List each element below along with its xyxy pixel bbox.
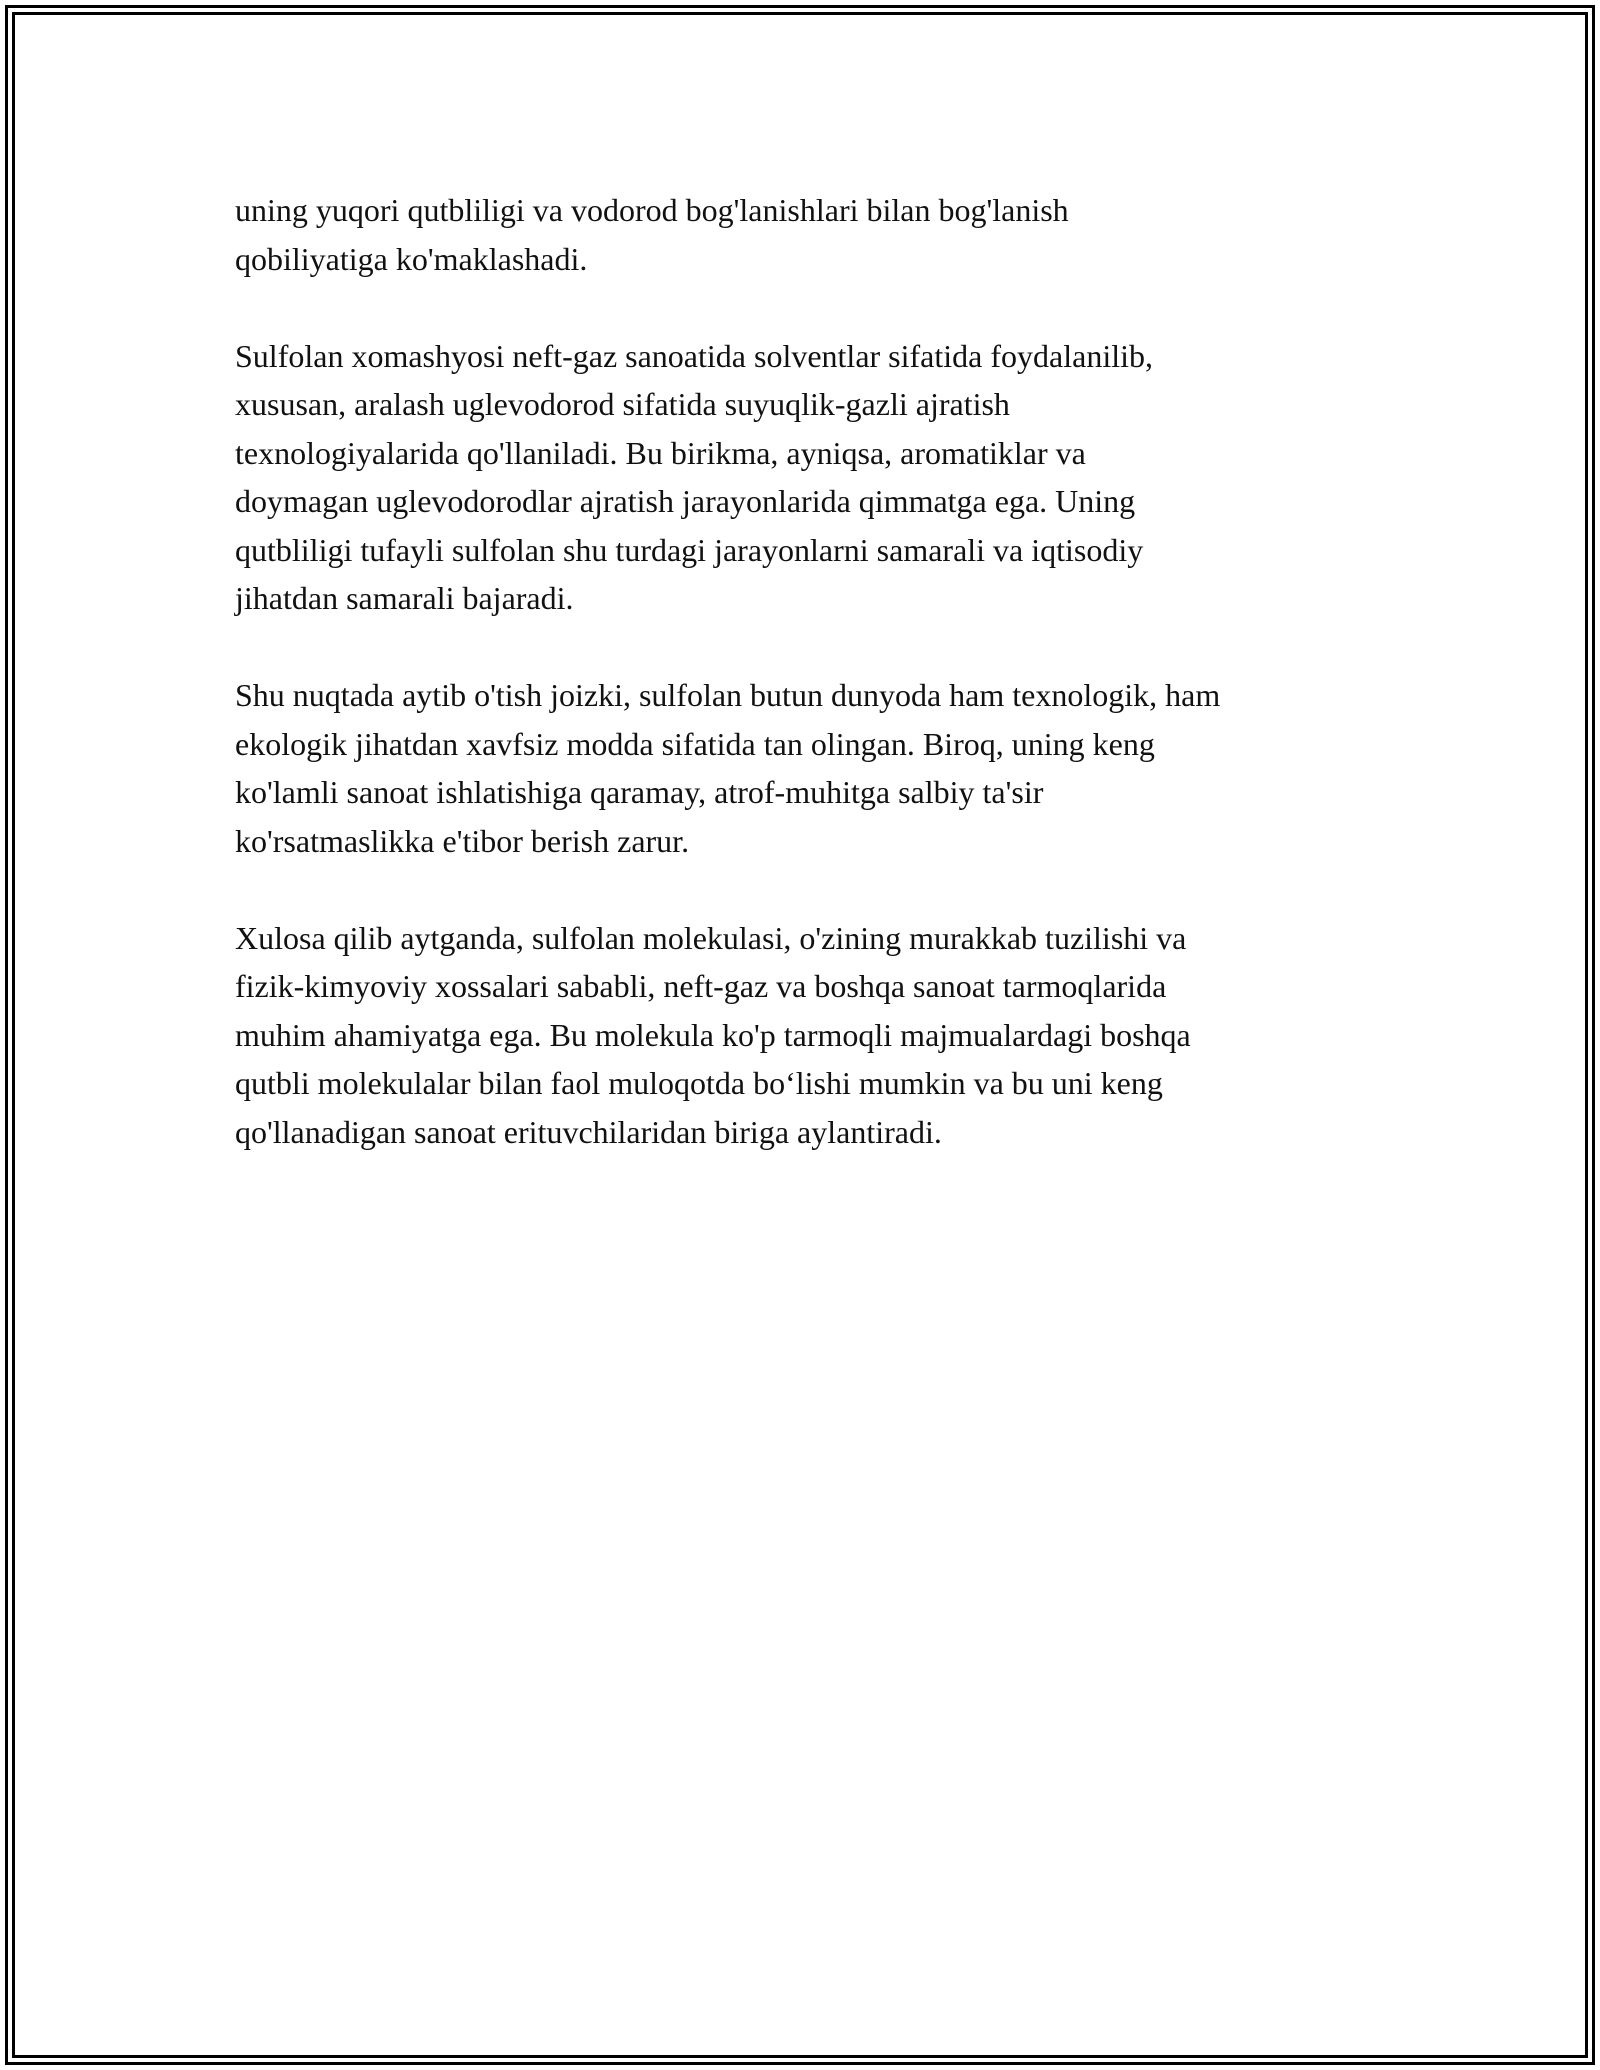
text-line: qutbli molekulalar bilan faol muloqotda bo‘lishi mumkin va bu uni keng [235, 1065, 1163, 1101]
text-line: fizik-kimyoviy xossalari sababli, neft-gaz va boshqa sanoat tarmoqlarida [235, 968, 1167, 1004]
text-line: qo'llanadigan sanoat erituvchilaridan biriga aylantiradi. [235, 1113, 942, 1150]
text-line: ekologik jihatdan xavfsiz modda sifatida tan olingan. Biroq, uning keng [235, 725, 1155, 762]
text-line: muhim ahamiyatga ega. Bu molekula ko'p tarmoqli majmualardagi boshqa [235, 1016, 1191, 1053]
paragraph-2 [235, 332, 1395, 623]
paragraph-3 [235, 671, 1395, 865]
text-line: ko'rsatmaslikka e'tibor berish zarur. [235, 822, 690, 859]
text-line: Sulfolan xomashyosi neft-gaz sanoatida solventlar sifatida foydalanilib, [235, 337, 1153, 374]
document-body [235, 186, 1395, 1205]
text-line: uning yuqori qutbliligi va vodorod bog'lanishlari bilan bog'lanish [235, 192, 1069, 228]
text-line: Xulosa qilib aytganda, sulfolan molekulasi, o'zining murakkab tuzilishi va [235, 919, 1187, 956]
text-line: doymagan uglevodorodlar ajratish jarayonlarida qimmatga ega. Uning [235, 483, 1136, 519]
paragraph-4 [235, 914, 1395, 1157]
text-line: ko'lamli sanoat ishlatishiga qaramay, atrof-muhitga salbiy ta'sir [235, 774, 1044, 810]
text-line: texnologiyalarida qo'llaniladi. Bu birikma, ayniqsa, aromatiklar va [235, 434, 1086, 471]
text-line: Shu nuqtada aytib o'tish joizki, sulfolan butun dunyoda ham texnologik, ham [235, 677, 1221, 713]
text-line: qobiliyatiga ko'maklashadi. [235, 240, 588, 277]
text-line: jihatdan samarali bajaradi. [235, 580, 574, 616]
text-line: qutbliligi tufayli sulfolan shu turdagi jarayonlarni samarali va iqtisodiy [235, 531, 1144, 568]
text-line: xususan, aralash uglevodorod sifatida suyuqlik-gazli ajratish [235, 386, 1010, 422]
paragraph-1 [235, 186, 1395, 283]
